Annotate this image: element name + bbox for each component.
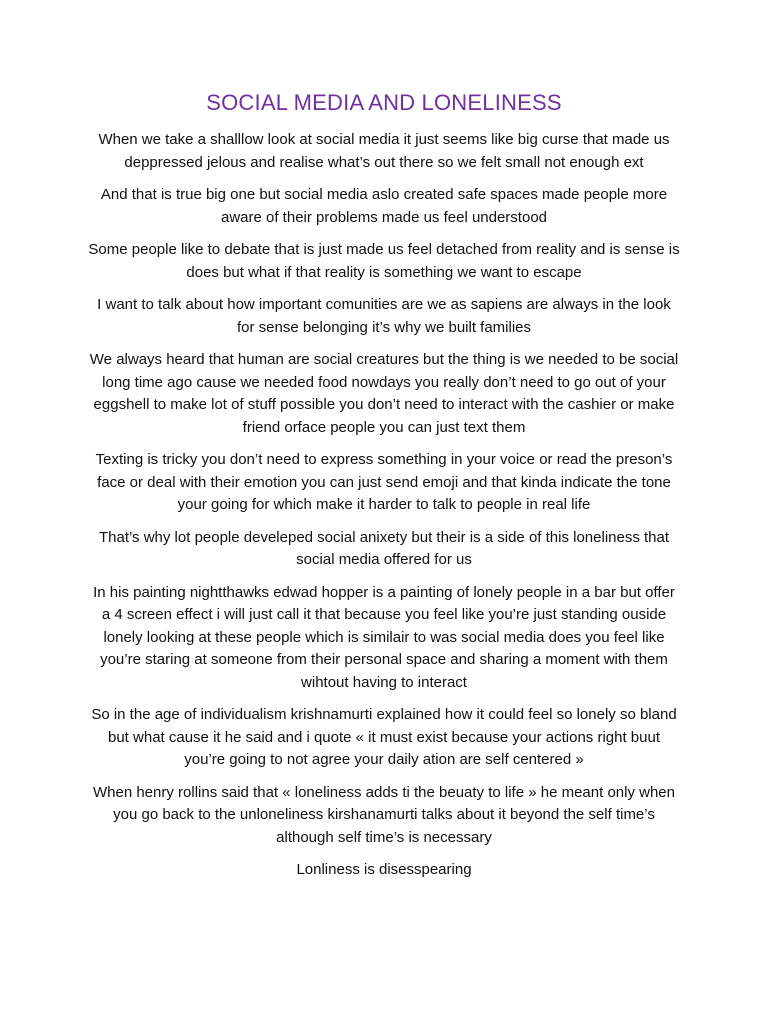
paragraph-1: When we take a shalllow look at social media it just seems like big curse that made us deppressed jelous and realise what’s out there so we felt small not enough ext xyxy=(98,131,670,171)
paragraph-7: That’s why lot people develeped social anixety but their is a side of this loneliness that social media offered for us xyxy=(98,528,670,568)
paragraph-2: And that is true big one but social media aslo created safe spaces made people more aware of their problems made us feel understood xyxy=(100,186,668,226)
paragraph-11: Lonliness is disesspearing xyxy=(296,861,472,878)
document-page xyxy=(88,88,680,892)
document-title: SOCIAL MEDIA AND LONELINESS xyxy=(206,90,562,115)
paragraph-6: Texting is tricky you don’t need to express something in your voice or read the preson’s face or deal with their emotion you can just send emoji and that kinda indicate the tone your going for which make it harder to talk to people in real life xyxy=(95,451,673,513)
paragraph-5: We always heard that human are social creatures but the thing is we needed to be social long time ago cause we needed food nowdays you really don’t need to go out of your eggshell to make lot of stuff possible you don’t need to interact with the cashier or make friend orface people you can just text them xyxy=(89,351,679,436)
paragraph-10: When henry rollins said that « loneliness adds ti the beuaty to life » he meant only when you go back to the unloneliness kirshanamurti talks about it beyond the self time’s although self time’s is necessary xyxy=(92,783,675,846)
paragraph-3: Some people like to debate that is just made us feel detached from reality and is sense is does but what if that reality is something we want to escape xyxy=(88,241,680,281)
paragraph-4: I want to talk about how important comunities are we as sapiens are always in the look for sense belonging it’s why we built families xyxy=(97,296,671,336)
paragraph-8: In his painting nightthawks edwad hopper is a painting of lonely people in a bar but offer a 4 screen effect i will just call it that because you feel like you’re just standing ouside lonely looking at these people which is similair to was social media does you feel like you’re staring at someone from their personal space and sharing a moment with them wihtout having to interact xyxy=(93,583,675,691)
paragraph-9: So in the age of individualism krishnamurti explained how it could feel so lonely so bland but what cause it he said and i quote « it must exist because your actions right buut you’re going to not agree your daily ation are self centered » xyxy=(91,706,677,768)
